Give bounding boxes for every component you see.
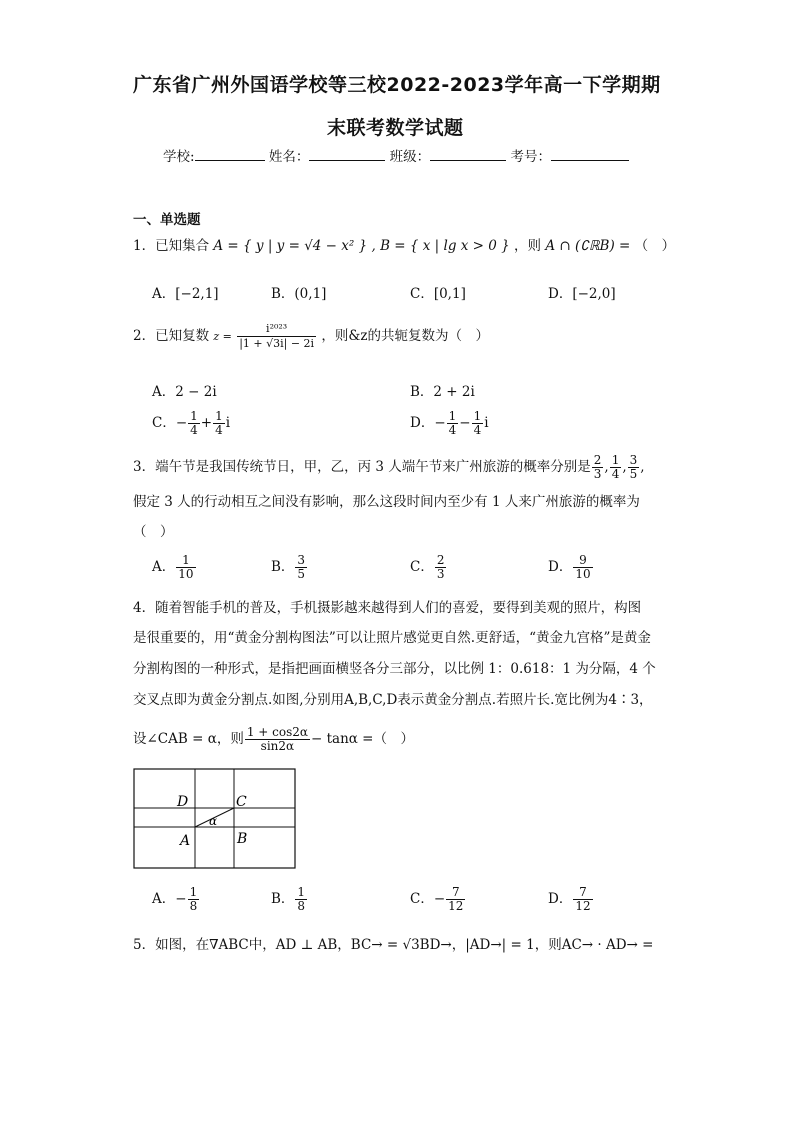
school-field[interactable] (195, 148, 265, 161)
question-4-line4: 交叉点即为黄金分割点.如图,分别用A,B,C,D表示黄金分割点.若照片长.宽比例为4∶3， (133, 692, 653, 708)
question-4-line5 (133, 726, 414, 753)
q1-option-a[interactable]: A．[−2,1] (152, 286, 219, 302)
q4-option-d-label: D． (548, 891, 573, 907)
q2-option-d-mid: − (459, 415, 471, 431)
q2-numerator: i²⁰²³ (237, 322, 316, 337)
q2-option-d-tail: i (484, 415, 489, 431)
q3-p3-den: 5 (629, 467, 638, 481)
q3-p2-den: 4 (611, 467, 620, 481)
page-title-line1: 广东省广州外国语学校等三校2022-2023学年高一下学期期 (133, 74, 661, 96)
question-1-stem (133, 236, 675, 256)
q1-option-b[interactable]: B．(0,1] (271, 286, 327, 302)
q4-option-c-num: 7 (446, 886, 465, 900)
q3-option-b-label: B． (271, 559, 295, 575)
number-field[interactable] (551, 148, 629, 161)
q1-stem-a: 1．已知集合 (133, 238, 210, 254)
q1-expression: A ∩ (∁ℝB) = (545, 238, 631, 254)
q4-option-d[interactable] (548, 886, 594, 913)
page-title-line2: 末联考数学试题 (327, 117, 464, 139)
q2-z-fraction (237, 322, 316, 351)
q3-option-d[interactable] (548, 554, 594, 581)
q3-option-d-num: 9 (573, 554, 592, 568)
q2-stem-a: 2．已知复数 (133, 328, 210, 344)
q4-option-c[interactable] (410, 886, 466, 913)
q4-expr-num: 1 + cos2α (246, 725, 308, 739)
question-4-line3: 分割构图的一种形式，是指把画面横竖各分三部分，以比例 1：0.618：1 为分隔，4 个 (133, 661, 656, 677)
q2-option-c-den2: 4 (215, 423, 223, 437)
q3-comma3: , (640, 459, 645, 475)
q3-line1-text: 3．端午节是我国传统节日，甲，乙，丙 3 人端午节来广州旅游的概率分别是 (133, 459, 591, 475)
question-5-line: 5．如图，在∇ABC中，AD ⊥ AB，BC→ = √3BD→，|AD→| = 1，则AC→ · AD→ = (133, 937, 654, 953)
q2-denominator: |1 + √3i| − 2i (239, 337, 315, 350)
q3-option-d-den: 10 (575, 567, 591, 581)
point-D-label: D (177, 794, 189, 810)
question-3-line2: 假定 3 人的行动相互之间没有影响，那么这段时间内至少有 1 人来广州旅游的概率为 (133, 494, 640, 510)
q4-option-a-den: 8 (189, 899, 198, 913)
q2-option-d-den1: 4 (448, 423, 457, 437)
q1-option-c[interactable]: C．[0,1] (410, 286, 466, 302)
q3-option-c-label: C． (410, 559, 434, 575)
q3-option-c[interactable] (410, 554, 447, 581)
student-info-row (163, 145, 629, 165)
q3-option-a[interactable] (152, 554, 197, 581)
q4-line5-b: − tanα =（ ） (311, 731, 414, 747)
point-A-label: A (180, 833, 191, 849)
number-label: 考号： (510, 149, 551, 165)
section-heading: 一、单选题 (133, 212, 201, 228)
angle-alpha-label: α (209, 814, 218, 828)
q4-option-a[interactable] (152, 886, 200, 913)
q2-option-d-label: D． (410, 415, 435, 431)
question-4-line1: 4．随着智能手机的普及，手机摄影越来越得到人们的喜爱，要得到美观的照片，构图 (133, 600, 642, 616)
q4-line5-a: 设∠CAB = α，则 (133, 731, 244, 747)
q3-p3-num: 3 (629, 453, 638, 467)
q3-option-b[interactable] (271, 554, 308, 581)
q4-option-b-label: B． (271, 891, 295, 907)
q4-option-d-den: 12 (575, 899, 591, 913)
q4-option-c-den: 12 (448, 899, 464, 913)
q2-option-d[interactable] (410, 410, 489, 437)
question-4-line2: 是很重要的，用“黄金分割构图法”可以让照片感觉更自然.更舒适，“黄金九宫格”是黄金 (133, 630, 651, 646)
q2-option-c-sign: − (175, 415, 188, 431)
q2-option-d-num1: 1 (448, 409, 457, 423)
q4-option-d-num: 7 (573, 886, 592, 900)
q2-option-c[interactable] (152, 410, 230, 437)
school-label: 学校: (163, 149, 195, 165)
q4-option-a-sign: − (175, 891, 187, 907)
q4-option-a-num: 1 (189, 885, 198, 899)
q3-option-d-label: D． (548, 559, 573, 575)
q4-option-b-den: 8 (297, 899, 306, 913)
q3-p1-num: 2 (593, 453, 602, 467)
q1-set-b: , B = { x | lg x > 0 } (371, 238, 510, 254)
q3-option-c-den: 3 (436, 567, 445, 581)
q3-option-a-num: 1 (176, 554, 195, 568)
q2-z-prefix: z = (213, 330, 232, 343)
q2-stem-b: ，则&z的共轭复数为（ ） (321, 328, 490, 344)
q3-p1-den: 3 (593, 467, 602, 481)
q4-option-a-label: A． (152, 891, 176, 907)
q4-option-b[interactable] (271, 886, 308, 913)
q2-option-c-label: C． (152, 415, 176, 431)
point-C-label: C (236, 794, 247, 810)
q4-option-c-label: C． (410, 891, 434, 907)
class-label: 班级： (389, 149, 431, 165)
q2-option-c-num1: 1 (190, 409, 198, 423)
q2-option-c-num2: 1 (215, 409, 223, 423)
q1-answer-paren: （ ） (634, 238, 676, 254)
q2-option-c-mid: + (200, 415, 213, 431)
q3-option-a-den: 10 (178, 567, 194, 581)
q2-option-d-den2: 4 (473, 423, 482, 437)
q4-option-c-sign: − (433, 891, 446, 907)
q1-option-d[interactable]: D．[−2,0] (548, 286, 616, 302)
q2-option-a[interactable]: A．2 − 2i (152, 384, 217, 400)
q3-p2-num: 1 (611, 453, 620, 467)
q3-option-b-num: 3 (297, 553, 306, 567)
q2-option-c-tail: i (225, 415, 231, 431)
name-label: 姓名： (268, 149, 310, 165)
q2-option-d-sign: − (434, 415, 446, 431)
question-3-line1 (133, 454, 645, 481)
q3-option-b-den: 5 (297, 567, 306, 581)
q2-option-c-den1: 4 (190, 423, 198, 437)
q2-option-d-num2: 1 (473, 409, 482, 423)
golden-grid-figure (133, 768, 297, 870)
name-field[interactable] (309, 148, 385, 161)
q4-expr-den: sin2α (260, 739, 295, 753)
q3-comma1: , (604, 459, 609, 475)
q4-option-b-num: 1 (297, 885, 306, 899)
q2-option-b[interactable]: B．2 + 2i (410, 384, 475, 400)
class-field[interactable] (430, 148, 506, 161)
q3-comma2: , (622, 459, 627, 475)
point-B-label: B (237, 831, 248, 847)
q1-set-a: A = { y | y = √4 − x² } (213, 238, 368, 254)
question-2-stem (133, 322, 489, 351)
question-3-paren: （ ） (133, 524, 174, 540)
q3-option-c-num: 2 (436, 553, 445, 567)
q1-stem-b: ，则 (514, 238, 542, 254)
q3-option-a-label: A． (152, 559, 176, 575)
